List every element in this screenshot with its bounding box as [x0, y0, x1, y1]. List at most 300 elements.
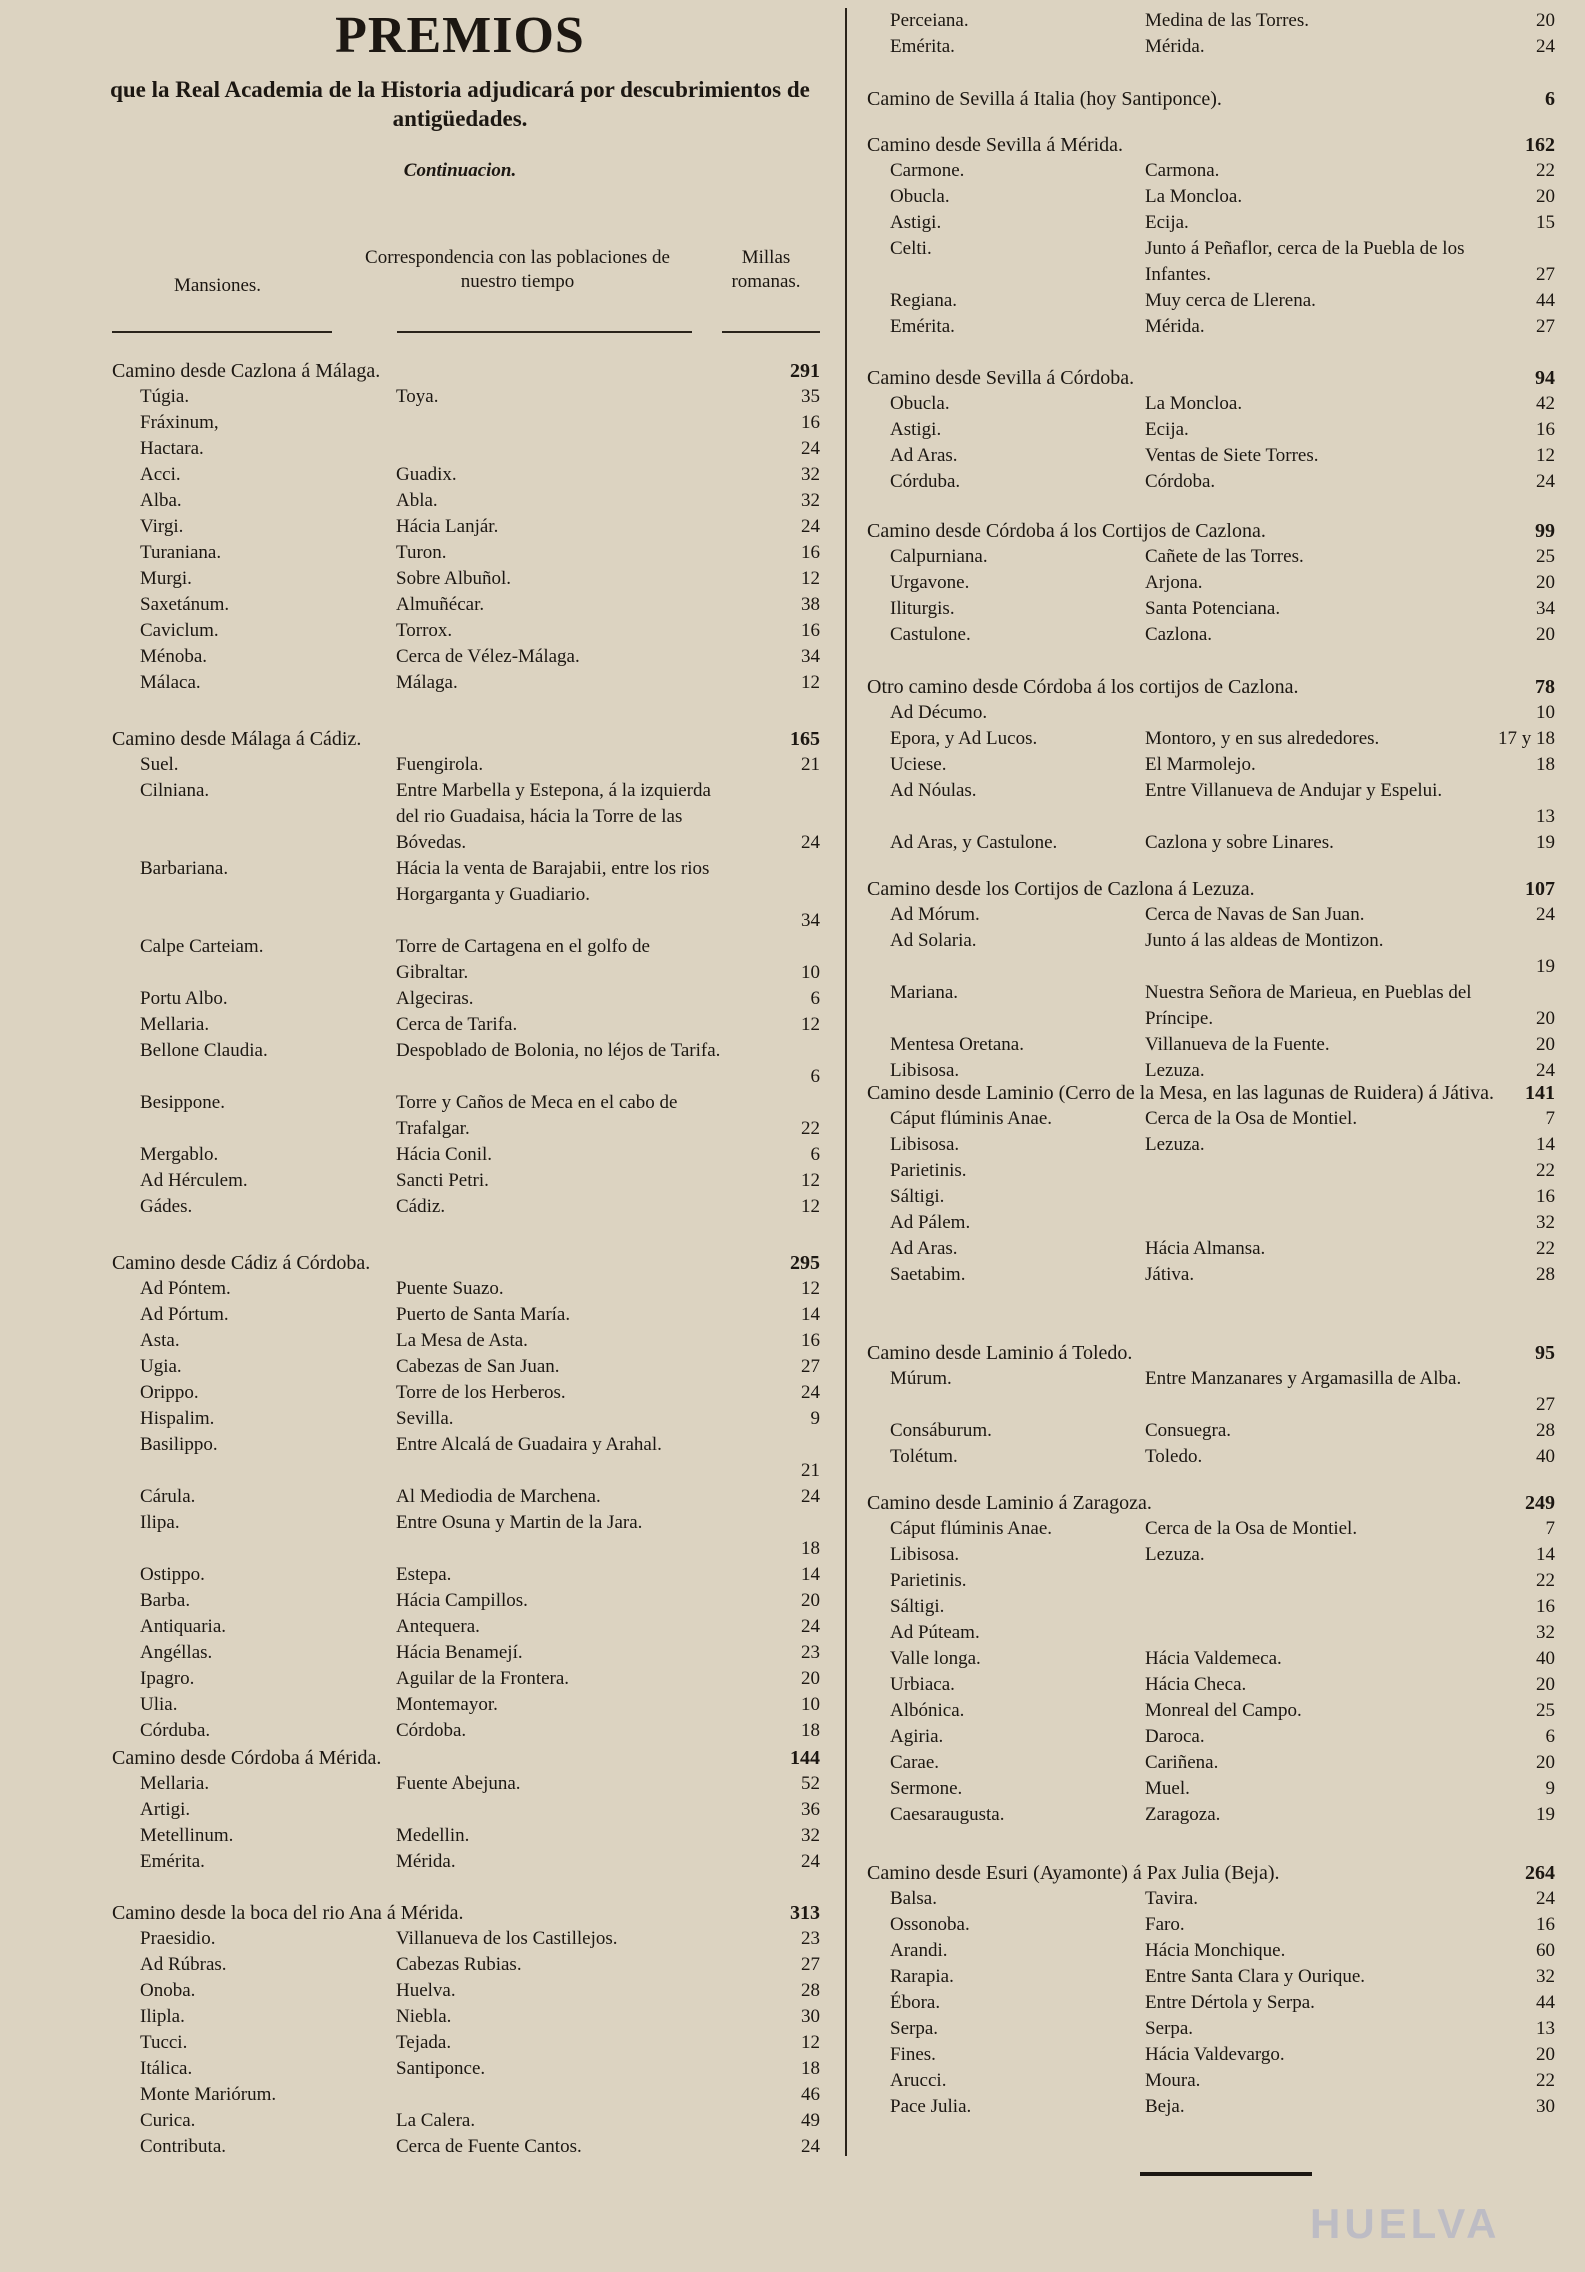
table-row: [855, 314, 1555, 340]
mansion-name: Mellaria.: [140, 1014, 210, 1035]
mansion-name: Epora, y Ad Lucos.: [890, 728, 1038, 749]
roman-miles: 60: [1536, 1940, 1555, 1961]
modern-place: Mérida.: [1145, 36, 1205, 57]
table-row: [100, 1090, 820, 1142]
mansion-name: Basilippo.: [140, 1434, 218, 1455]
table-row: [855, 184, 1555, 210]
roman-miles: 22: [801, 1118, 820, 1139]
table-row: [100, 2030, 820, 2056]
table-row: [855, 288, 1555, 314]
table-row: [100, 410, 820, 436]
mansion-name: Valle longa.: [890, 1648, 981, 1669]
roman-miles: 12: [801, 1278, 820, 1299]
table-row: [855, 1646, 1555, 1672]
modern-place: Cabezas Rubias.: [396, 1954, 522, 1975]
mansion-name: Parietinis.: [890, 1160, 967, 1181]
column-header-correspondencia: Correspondencia con las poblaciones de nuestro tiempo: [365, 247, 670, 292]
table-row: [855, 1210, 1555, 1236]
modern-place: Muel.: [1145, 1778, 1190, 1799]
roman-miles: 10: [1536, 702, 1555, 723]
roman-miles: 27: [801, 1356, 820, 1377]
roman-miles: 23: [801, 1642, 820, 1663]
table-row: [855, 417, 1555, 443]
modern-place: Medellin.: [396, 1825, 470, 1846]
modern-place: Santa Potenciana.: [1145, 598, 1281, 619]
modern-place: Cabezas de San Juan.: [396, 1356, 560, 1377]
table-row: [100, 566, 820, 592]
roman-miles: 18: [801, 1720, 820, 1741]
roman-miles: 10: [801, 962, 820, 983]
roman-miles: 24: [801, 516, 820, 537]
roman-miles: 44: [1536, 1992, 1555, 2013]
roman-miles: 22: [1536, 160, 1555, 181]
mansion-name: Ménoba.: [140, 646, 208, 667]
table-row: [855, 236, 1555, 288]
mansion-name: Córduba.: [890, 471, 961, 492]
roman-miles: 28: [1536, 1264, 1555, 1285]
modern-place: Hácia Valdevargo.: [1145, 2044, 1285, 2065]
route-total-miles: 94: [1535, 367, 1555, 389]
mansion-name: Ad Rúbras.: [140, 1954, 227, 1975]
route-title: [100, 1250, 820, 1276]
route-title: [100, 1900, 820, 1926]
roman-miles: 14: [801, 1564, 820, 1585]
mansion-name: Praesidio.: [140, 1928, 216, 1949]
mansion-name: Túgia.: [140, 386, 190, 407]
mansion-name: Onoba.: [140, 1980, 196, 2001]
mansion-name: Ad Hérculem.: [140, 1170, 248, 1191]
roman-miles: 44: [1536, 290, 1555, 311]
modern-place: Torre y Caños de Meca en el cabo de Trafalgar.: [396, 1092, 678, 1139]
route-block: [855, 518, 1555, 648]
table-row: [855, 1032, 1555, 1058]
table-row: [855, 726, 1555, 752]
modern-place: Hácia Lanjár.: [396, 516, 499, 537]
route-title: [855, 1080, 1555, 1106]
page-title: PREMIOS: [335, 7, 585, 64]
modern-place: El Marmolejo.: [1145, 754, 1256, 775]
mansion-name: Hactara.: [140, 438, 204, 459]
modern-place: Cerca de Tarifa.: [396, 1014, 518, 1035]
table-row: [100, 2004, 820, 2030]
mansion-name: Cáput flúminis Anae.: [890, 1108, 1053, 1129]
roman-miles: 23: [801, 1928, 820, 1949]
table-row: [100, 1978, 820, 2004]
modern-place: Cariñena.: [1145, 1752, 1219, 1773]
mansion-name: Alba.: [140, 490, 182, 511]
mansion-name: Pace Julia.: [890, 2096, 972, 2117]
modern-place: Játiva.: [1145, 1264, 1195, 1285]
modern-place: Tavira.: [1145, 1888, 1199, 1909]
modern-place: Medina de las Torres.: [1145, 10, 1309, 31]
modern-place: La Moncloa.: [1145, 393, 1243, 414]
modern-place: Montoro, y en sus alrededores.: [1145, 728, 1380, 749]
table-row: [855, 2094, 1555, 2120]
table-row: [855, 1444, 1555, 1470]
roman-miles: 16: [1536, 419, 1555, 440]
mansion-name: Astigi.: [890, 419, 942, 440]
roman-miles: 34: [1536, 598, 1555, 619]
route-block: [855, 1080, 1555, 1288]
roman-miles: 20: [1536, 2044, 1555, 2065]
modern-place: Cádiz.: [396, 1196, 446, 1217]
table-row: [855, 1912, 1555, 1938]
roman-miles: 22: [1536, 1160, 1555, 1181]
modern-place: Fuente Abejuna.: [396, 1773, 521, 1794]
mansion-name: Mariana.: [890, 982, 959, 1003]
table-row: [100, 778, 820, 856]
route-total-miles: 162: [1525, 134, 1555, 156]
route-title: [855, 518, 1555, 544]
roman-miles: 20: [1536, 1752, 1555, 1773]
modern-place: Cazlona y sobre Linares.: [1145, 832, 1334, 853]
route-block: [100, 1745, 820, 1875]
mansion-name: Calpurniana.: [890, 546, 988, 567]
table-row: [855, 596, 1555, 622]
mansion-name: Mellaria.: [140, 1773, 210, 1794]
mansion-name: Caviclum.: [140, 620, 219, 641]
table-row: [855, 34, 1555, 60]
table-row: [100, 1797, 820, 1823]
roman-miles: 49: [801, 2110, 820, 2131]
mansion-name: Ad Póntem.: [140, 1278, 231, 1299]
route-block: [855, 132, 1555, 340]
mansion-name: Asta.: [140, 1330, 180, 1351]
mansion-name: Barbariana.: [140, 858, 229, 879]
modern-place: Consuegra.: [1145, 1420, 1232, 1441]
roman-miles: 16: [1536, 1186, 1555, 1207]
modern-place: Entre Villanueva de Andujar y Espelui.: [1145, 780, 1443, 801]
modern-place: Junto á Peñaflor, cerca de la Puebla de los Infantes.: [1145, 238, 1465, 285]
table-row: [855, 752, 1555, 778]
modern-place: Córdoba.: [1145, 471, 1216, 492]
modern-place: Torre de Cartagena en el golfo de Gibraltar.: [396, 936, 650, 983]
table-row: [855, 1750, 1555, 1776]
roman-miles: 22: [1536, 1238, 1555, 1259]
route-title: [855, 1340, 1555, 1366]
table-row: [100, 436, 820, 462]
route-name: Camino desde Laminio á Toledo.: [867, 1342, 1133, 1364]
modern-place: Despoblado de Bolonia, no léjos de Tarifa.: [396, 1040, 721, 1061]
table-row: [100, 1038, 820, 1090]
table-row: [100, 1484, 820, 1510]
roman-miles: 24: [801, 1382, 820, 1403]
modern-place: Hácia Conil.: [396, 1144, 493, 1165]
table-row: [855, 2068, 1555, 2094]
mansion-name: Hispalim.: [140, 1408, 215, 1429]
route-block: [100, 1900, 820, 2160]
table-row: [100, 1302, 820, 1328]
table-row: [100, 1692, 820, 1718]
modern-place: Hácia Benamejí.: [396, 1642, 523, 1663]
roman-miles: 15: [1536, 212, 1555, 233]
mansion-name: Ilipla.: [140, 2006, 185, 2027]
roman-miles: 24: [1536, 36, 1555, 57]
roman-miles: 12: [801, 1170, 820, 1191]
roman-miles: 14: [1536, 1134, 1555, 1155]
mansion-name: Ad Solaria.: [890, 930, 977, 951]
route-name: Otro camino desde Córdoba á los cortijos de Cazlona.: [867, 676, 1299, 698]
roman-miles: 24: [801, 832, 820, 853]
table-row: [100, 1406, 820, 1432]
modern-place: Toya.: [396, 386, 439, 407]
roman-miles: 28: [801, 1980, 820, 2001]
mansion-name: Serpa.: [890, 2018, 939, 2039]
mansion-name: Orippo.: [140, 1382, 199, 1403]
mansion-name: Mergablo.: [140, 1144, 219, 1165]
mansion-name: Suel.: [140, 754, 179, 775]
table-row: [855, 1594, 1555, 1620]
mansion-name: Virgi.: [140, 516, 184, 537]
route-name: Camino desde Córdoba á los Cortijos de Cazlona.: [867, 520, 1266, 542]
modern-place: Beja.: [1145, 2096, 1185, 2117]
table-row: [100, 1640, 820, 1666]
modern-place: Ecija.: [1145, 419, 1189, 440]
route-block: [855, 674, 1555, 856]
table-row: [100, 1012, 820, 1038]
end-rule: [1140, 2172, 1312, 2176]
roman-miles: 18: [801, 2058, 820, 2079]
roman-miles: 12: [801, 568, 820, 589]
modern-place: Turon.: [396, 542, 447, 563]
mansion-name: Celti.: [890, 238, 932, 259]
modern-place: Puerto de Santa María.: [396, 1304, 571, 1325]
roman-miles: 9: [1545, 1778, 1555, 1799]
page-subtitle: que la Real Academia de la Historia adjudicará por descubrimientos de antigüedades.: [110, 77, 810, 131]
roman-miles: 21: [801, 754, 820, 775]
route-block: [855, 365, 1555, 495]
roman-miles: 27: [1536, 316, 1555, 337]
table-row: [855, 1542, 1555, 1568]
mansion-name: Urbiaca.: [890, 1674, 955, 1695]
mansion-name: Arucci.: [890, 2070, 947, 2091]
mansion-name: Itálica.: [140, 2058, 193, 2079]
mansion-name: Ilipa.: [140, 1512, 180, 1533]
table-row: [855, 928, 1555, 980]
modern-place: Fuengirola.: [396, 754, 484, 775]
mansion-name: Tucci.: [140, 2032, 188, 2053]
route-block: [855, 1340, 1555, 1470]
mansion-name: Murgi.: [140, 568, 192, 589]
roman-miles: 18: [801, 1538, 820, 1559]
modern-place: Sevilla.: [396, 1408, 454, 1429]
route-title: [100, 358, 820, 384]
roman-miles: 7: [1545, 1518, 1555, 1539]
modern-place: Mérida.: [396, 1851, 456, 1872]
table-row: [100, 1771, 820, 1797]
column-divider: [845, 8, 847, 2156]
route-block: [100, 726, 820, 1220]
table-row: [100, 1823, 820, 1849]
table-row: [855, 622, 1555, 648]
mansion-name: Rarapia.: [890, 1966, 954, 1987]
modern-place: Ecija.: [1145, 212, 1189, 233]
route-name: Camino desde Laminio á Zaragoza.: [867, 1492, 1152, 1514]
roman-miles: 24: [801, 2136, 820, 2157]
modern-place: Hácia Campillos.: [396, 1590, 528, 1611]
roman-miles: 10: [801, 1694, 820, 1715]
mansion-name: Málaca.: [140, 672, 201, 693]
table-row: [100, 2056, 820, 2082]
table-row: [100, 1926, 820, 1952]
route-total-miles: 107: [1525, 878, 1555, 900]
roman-miles: 20: [1536, 1674, 1555, 1695]
route-total-miles: 295: [790, 1252, 820, 1274]
route-block: [855, 1860, 1555, 2120]
mansion-name: Contributa.: [140, 2136, 227, 2157]
mansion-name: Sáltigi.: [890, 1596, 945, 1617]
roman-miles: 19: [1536, 1804, 1555, 1825]
modern-place: Almuñécar.: [396, 594, 485, 615]
roman-miles: 38: [801, 594, 820, 615]
roman-miles: 6: [810, 1144, 820, 1165]
mansion-name: Obucla.: [890, 186, 950, 207]
modern-place: Cerca de la Osa de Montiel.: [1145, 1518, 1358, 1539]
mansion-name: Cilniana.: [140, 780, 210, 801]
modern-place: Hácia Monchique.: [1145, 1940, 1286, 1961]
route-block: [100, 358, 820, 696]
modern-place: Al Mediodia de Marchena.: [396, 1486, 601, 1507]
table-row: [100, 1718, 820, 1744]
roman-miles: 14: [1536, 1544, 1555, 1565]
modern-place: Hácia Valdemeca.: [1145, 1648, 1282, 1669]
roman-miles: 12: [801, 1196, 820, 1217]
roman-miles: 20: [801, 1590, 820, 1611]
modern-place: Sobre Albuñol.: [396, 568, 512, 589]
table-row: [100, 1142, 820, 1168]
table-row: [100, 1194, 820, 1220]
mansion-name: Ad Aras.: [890, 1238, 958, 1259]
roman-miles: 24: [1536, 1060, 1555, 1081]
library-stamp: HUELVA: [1310, 2200, 1501, 2247]
modern-place: Entre Marbella y Estepona, á la izquierda del rio Guadaisa, hácia la Torre de las Bóvedas.: [396, 780, 711, 853]
mansion-name: Calpe Carteiam.: [140, 936, 264, 957]
modern-place: Cañete de las Torres.: [1145, 546, 1304, 567]
table-row: [855, 1698, 1555, 1724]
roman-miles: 24: [1536, 471, 1555, 492]
mansion-name: Córduba.: [140, 1720, 211, 1741]
modern-place: Tejada.: [396, 2032, 452, 2053]
table-row: [855, 1990, 1555, 2016]
table-row: [855, 1106, 1555, 1132]
modern-place: Junto á las aldeas de Montizon.: [1145, 930, 1384, 951]
roman-miles: 32: [801, 1825, 820, 1846]
roman-miles: 30: [1536, 2096, 1555, 2117]
table-row: [855, 158, 1555, 184]
roman-miles: 27: [1536, 264, 1555, 285]
route-name: Camino desde la boca del rio Ana á Mérida.: [112, 1902, 464, 1924]
route-name: Camino desde Laminio (Cerro de la Mesa, en las lagunas de Ruidera) á Játiva.: [867, 1082, 1495, 1104]
route-block: [855, 1490, 1555, 1828]
roman-miles: 20: [1536, 10, 1555, 31]
table-row: [855, 1568, 1555, 1594]
mansion-name: Balsa.: [890, 1888, 937, 1909]
route-block: [855, 876, 1555, 1084]
modern-place: Cerca de la Osa de Montiel.: [1145, 1108, 1358, 1129]
mansion-name: Libisosa.: [890, 1134, 960, 1155]
table-row: [100, 2108, 820, 2134]
table-row: [855, 1724, 1555, 1750]
modern-place: Abla.: [396, 490, 438, 511]
table-row: [100, 2134, 820, 2160]
mansion-name: Cárula.: [140, 1486, 196, 1507]
table-row: [855, 469, 1555, 495]
continuation-label: Continuacion.: [403, 160, 517, 181]
mansion-name: Ad Décumo.: [890, 702, 988, 723]
table-row: [855, 2042, 1555, 2068]
modern-place: Mérida.: [1145, 316, 1205, 337]
header-rule: [112, 331, 332, 333]
table-row: [100, 618, 820, 644]
mansion-name: Ugia.: [140, 1356, 182, 1377]
route-title: [855, 86, 1555, 112]
mansion-name: Antiquaria.: [140, 1616, 227, 1637]
mansion-name: Caesaraugusta.: [890, 1804, 1005, 1825]
route-total-miles: 78: [1535, 676, 1555, 698]
table-row: [855, 1132, 1555, 1158]
modern-place: Villanueva de los Castillejos.: [396, 1928, 618, 1949]
modern-place: Antequera.: [396, 1616, 480, 1637]
modern-place: Torre de los Herberos.: [396, 1382, 566, 1403]
route-total-miles: 313: [790, 1902, 820, 1924]
roman-miles: 20: [1536, 624, 1555, 645]
table-row: [100, 934, 820, 986]
mansion-name: Saetabim.: [890, 1264, 966, 1285]
roman-miles: 17 y 18: [1498, 728, 1555, 749]
table-row: [100, 1952, 820, 1978]
roman-miles: 24: [801, 1616, 820, 1637]
roman-miles: 24: [801, 1486, 820, 1507]
mansion-name: Urgavone.: [890, 572, 970, 593]
table-row: [100, 1666, 820, 1692]
mansion-name: Ad Nóulas.: [890, 780, 977, 801]
mansion-name: Libisosa.: [890, 1060, 960, 1081]
roman-miles: 32: [1536, 1212, 1555, 1233]
modern-place: Torrox.: [396, 620, 453, 641]
roman-miles: 16: [1536, 1596, 1555, 1617]
modern-place: Arjona.: [1145, 572, 1203, 593]
mansion-name: Barba.: [140, 1590, 191, 1611]
table-row: [855, 391, 1555, 417]
roman-miles: 35: [801, 386, 820, 407]
modern-place: Puente Suazo.: [396, 1278, 504, 1299]
mansion-name: Besippone.: [140, 1092, 225, 1113]
mansion-name: Perceiana.: [890, 10, 969, 31]
route-name: Camino desde Cazlona á Málaga.: [112, 360, 381, 382]
modern-place: Villanueva de la Fuente.: [1145, 1034, 1330, 1055]
roman-miles: 42: [1536, 393, 1555, 414]
route-name: Camino desde Sevilla á Mérida.: [867, 134, 1124, 156]
table-row: [855, 1672, 1555, 1698]
mansion-name: Iliturgis.: [890, 598, 955, 619]
route-name: Camino desde Cádiz á Córdoba.: [112, 1252, 371, 1274]
modern-place: Toledo.: [1145, 1446, 1203, 1467]
modern-place: Guadix.: [396, 464, 457, 485]
table-row: [100, 1276, 820, 1302]
modern-place: Entre Alcalá de Guadaira y Arahal.: [396, 1434, 662, 1455]
route-name: Camino desde los Cortijos de Cazlona á Lezuza.: [867, 878, 1255, 900]
route-title: [100, 1745, 820, 1771]
modern-place: Faro.: [1145, 1914, 1185, 1935]
route-title: [855, 365, 1555, 391]
table-row: [100, 2082, 820, 2108]
mansion-name: Ad Mórum.: [890, 904, 980, 925]
table-row: [100, 384, 820, 410]
route-title: [100, 726, 820, 752]
mansion-name: Fines.: [890, 2044, 936, 2065]
roman-miles: 27: [801, 1954, 820, 1975]
roman-miles: 34: [801, 646, 820, 667]
